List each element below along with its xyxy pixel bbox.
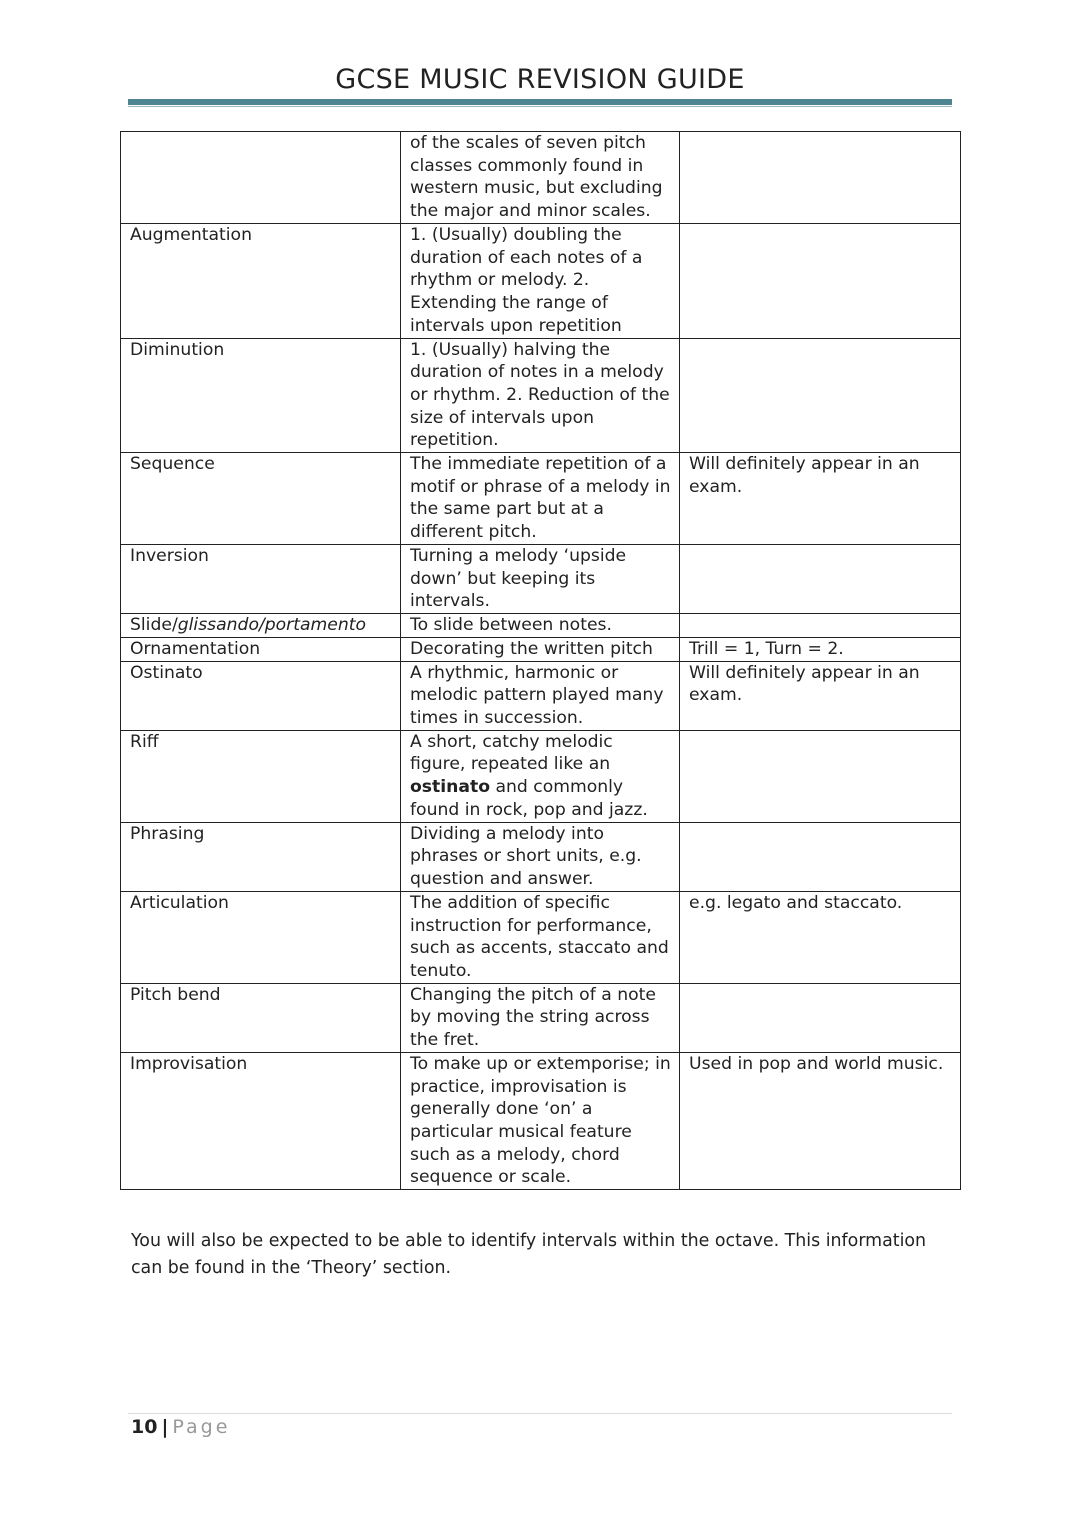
page-footer [131,1416,230,1438]
note-cell: Trill = 1, Turn = 2. [680,637,961,661]
table-row [121,453,961,545]
page-header-title: GCSE MUSIC REVISION GUIDE [335,64,745,95]
table-row [121,544,961,613]
term-cell: Augmentation [121,224,401,339]
table-row [121,338,961,453]
table-row [121,730,961,822]
definition-cell: To slide between notes. [401,613,680,637]
footer-separator: | [161,1416,169,1438]
definition-cell: Dividing a melody into phrases or short units, e.g. question and answer. [401,822,680,891]
note-cell [680,132,961,224]
table-row [121,822,961,891]
definition-cell: The immediate repetition of a motif or phrase of a melody in the same part but at a different pitch. [401,453,680,545]
term-cell [121,132,401,224]
definition-cell: 1. (Usually) halving the duration of notes in a melody or rhythm. 2. Reduction of the size of intervals upon repetition. [401,338,680,453]
definition-cell: Changing the pitch of a note by moving the string across the fret. [401,983,680,1052]
footer-rule [128,1413,952,1414]
definition-cell: Decorating the written pitch [401,637,680,661]
definition-cell [401,730,680,822]
term-cell: Riff [121,730,401,822]
definition-cell: To make up or extemporise; in practice, improvisation is generally done ‘on’ a particular musical feature such as a melody, chord sequence or scale. [401,1052,680,1189]
definition-cell: 1. (Usually) doubling the duration of each notes of a rhythm or melody. 2. Extending the range of intervals upon repetition [401,224,680,339]
note-cell [680,544,961,613]
note-cell [680,338,961,453]
note-cell: Will definitely appear in an exam. [680,453,961,545]
table-row [121,891,961,983]
note-cell [680,983,961,1052]
note-cell: e.g. legato and staccato. [680,891,961,983]
page-number: 10 [131,1416,158,1438]
table-row [121,637,961,661]
glossary-table [120,131,961,1190]
term-main: Slide/ [130,614,178,635]
term-cell: Sequence [121,453,401,545]
note-cell: Used in pop and world music. [680,1052,961,1189]
definition-cell: The addition of specific instruction for performance, such as accents, staccato and tenuto. [401,891,680,983]
term-cell: Inversion [121,544,401,613]
term-cell: Improvisation [121,1052,401,1189]
term-cell: Ostinato [121,661,401,730]
term-cell: Phrasing [121,822,401,891]
note-cell [680,613,961,637]
definition-text: and commonly found in rock, pop and jazz. [410,777,648,820]
note-cell [680,224,961,339]
definition-cell: of the scales of seven pitch classes commonly found in western music, but excluding the major and minor scales. [401,132,680,224]
note-cell [680,822,961,891]
term-cell: Diminution [121,338,401,453]
table-row [121,983,961,1052]
table-row [121,224,961,339]
definition-cell: Turning a melody ‘upside down’ but keeping its intervals. [401,544,680,613]
term-cell: Pitch bend [121,983,401,1052]
intervals-note: You will also be expected to be able to identify intervals within the octave. This information can be found in the ‘Theory’ section. [131,1231,927,1278]
table-row [121,132,961,224]
note-cell [680,730,961,822]
page-label: Page [172,1416,231,1438]
term-cell [121,613,401,637]
definition-bold-term: ostinato [410,777,491,798]
term-cell: Articulation [121,891,401,983]
term-cell: Ornamentation [121,637,401,661]
definition-text: A short, catchy melodic figure, repeated like an [410,731,613,775]
term-italic: glissando/portamento [177,614,366,635]
definition-cell: A rhythmic, harmonic or melodic pattern played many times in succession. [401,661,680,730]
header-rule-thin [128,106,952,107]
table-row [121,1052,961,1189]
table-row [121,613,961,637]
note-cell: Will definitely appear in an exam. [680,661,961,730]
header-rule [128,99,952,105]
table-row [121,661,961,730]
